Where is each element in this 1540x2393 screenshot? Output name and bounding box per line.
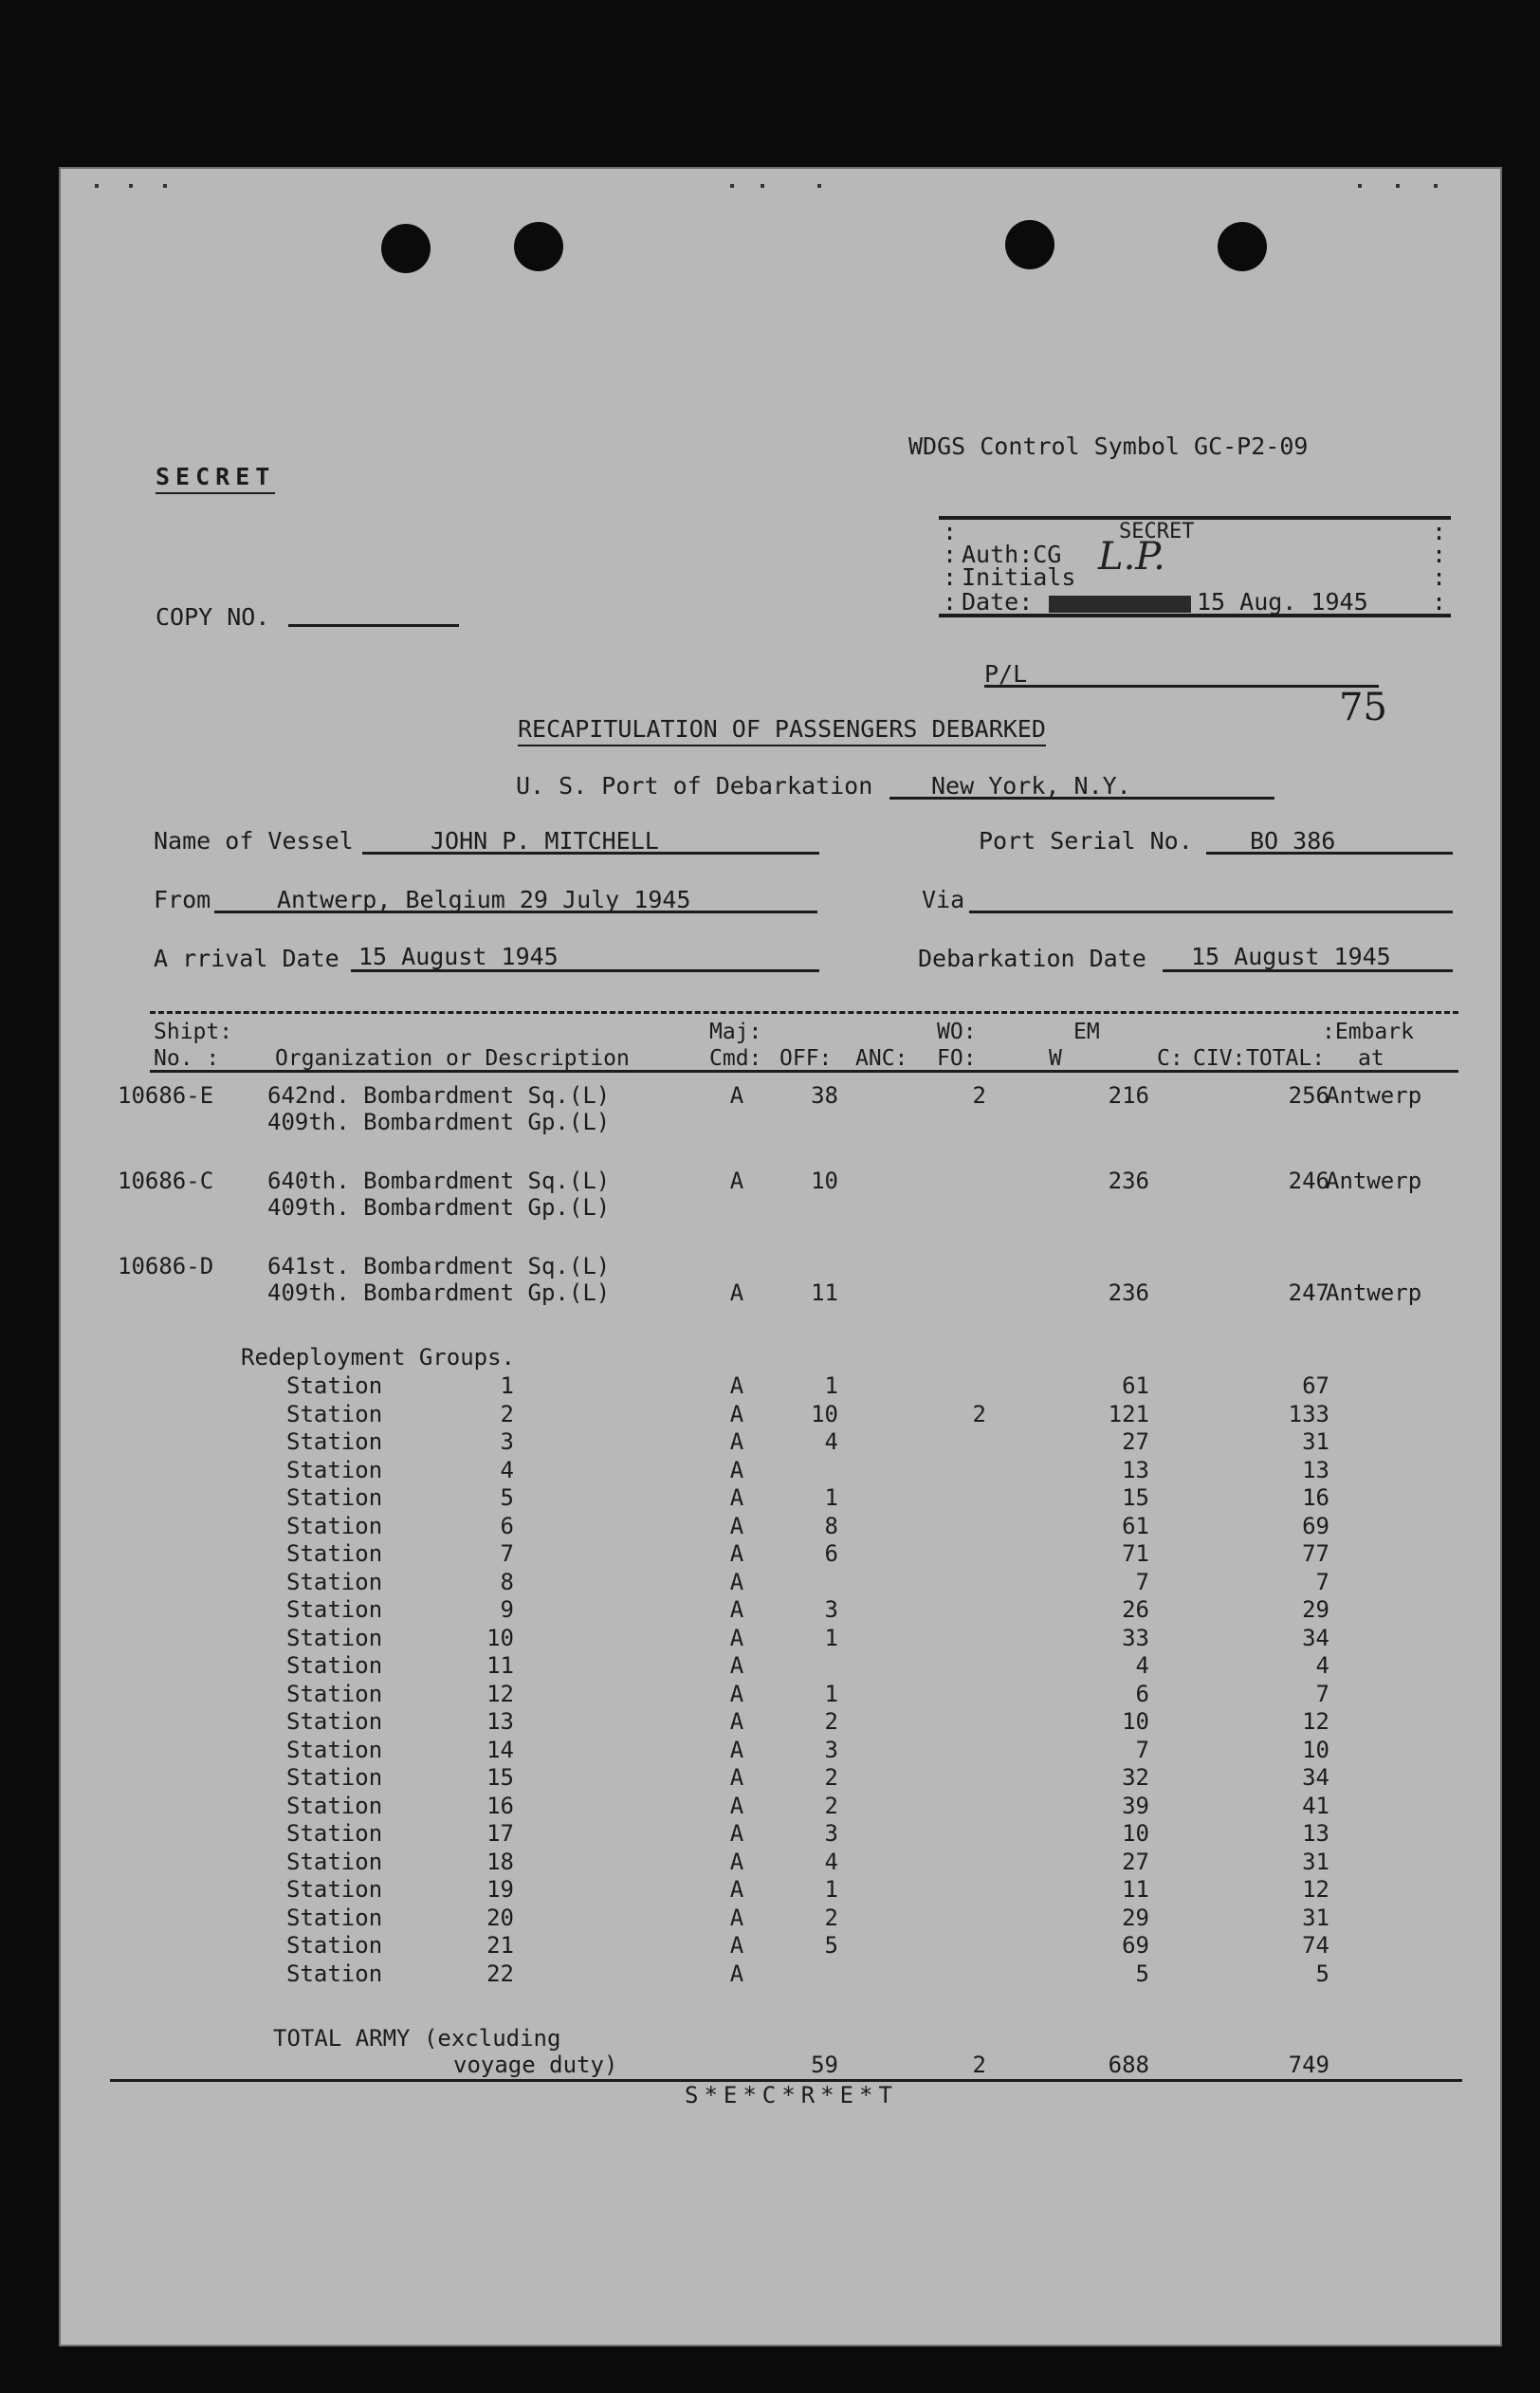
station-total: 133 — [1288, 1400, 1329, 1427]
station-row — [59, 1819, 1481, 1848]
station-row — [59, 1427, 1481, 1456]
station-row — [59, 1568, 1481, 1596]
hdr-off: OFF: — [779, 1046, 833, 1071]
station-em: 61 — [1122, 1372, 1149, 1399]
hdr-maj: Maj: — [709, 1020, 762, 1044]
hdr-cmd: Cmd: — [709, 1046, 762, 1071]
station-number: 16 — [486, 1792, 514, 1819]
pl-number: 75 — [1339, 686, 1387, 729]
station-maj: A — [729, 1400, 744, 1427]
total-off: 59 — [811, 2052, 838, 2078]
station-total: 77 — [1302, 1540, 1329, 1567]
total-total: 749 — [1288, 2052, 1329, 2078]
footer-secret: S*E*C*R*E*T — [685, 2082, 898, 2108]
from-label: From — [154, 886, 211, 913]
station-number: 11 — [486, 1652, 514, 1679]
stamp-date-label: Date: — [962, 588, 1034, 616]
station-off: 8 — [824, 1512, 838, 1539]
station-number: 7 — [500, 1540, 514, 1567]
hdr-anc: ANC: — [855, 1046, 908, 1071]
station-maj: A — [729, 1456, 744, 1483]
station-off: 3 — [824, 1736, 838, 1763]
station-maj: A — [729, 1596, 744, 1623]
punch-hole — [514, 222, 563, 271]
station-off: 3 — [824, 1596, 838, 1623]
debark-value: 15 August 1945 — [1191, 943, 1391, 970]
station-row — [59, 1792, 1481, 1820]
table-row: 409th. Bombardment Gp.(L) — [267, 1109, 611, 1135]
via-label: Via — [922, 886, 965, 913]
arrival-value: 15 August 1945 — [358, 943, 559, 970]
stamp-initials: Initials — [962, 563, 1076, 591]
station-em: 27 — [1122, 1848, 1149, 1875]
station-row — [59, 1848, 1481, 1876]
station-total: 34 — [1302, 1624, 1329, 1651]
station-number: 17 — [486, 1820, 514, 1847]
station-off: 1 — [824, 1624, 838, 1651]
port-label: U. S. Port of Debarkation — [516, 772, 873, 800]
station-total: 10 — [1302, 1736, 1329, 1763]
station-maj: A — [729, 1736, 744, 1763]
station-total: 5 — [1315, 1960, 1329, 1987]
table-row: 10686-C 640th. Bombardment Sq.(L) A 10 236 246 Antwerp — [118, 1168, 1422, 1194]
station-label: Station — [286, 1512, 383, 1539]
station-label: Station — [286, 1820, 383, 1847]
station-off: 2 — [824, 1792, 838, 1819]
station-total: 31 — [1302, 1904, 1329, 1931]
vessel-name-label: Name of Vessel — [154, 827, 354, 855]
from-line — [214, 911, 817, 913]
hdr-fo: FO: — [937, 1046, 977, 1071]
total-label-1: TOTAL ARMY (excluding — [273, 2025, 561, 2052]
station-number: 21 — [486, 1932, 514, 1959]
secret-left: SECRET — [156, 463, 275, 494]
initials-signature: L.P. — [1098, 535, 1165, 579]
station-maj: A — [729, 1484, 744, 1511]
total-row — [59, 2051, 1481, 2079]
table-rule-top — [150, 1011, 1458, 1014]
punch-hole — [1218, 222, 1267, 271]
hdr-org: Organization or Description — [275, 1046, 630, 1071]
station-off: 4 — [824, 1428, 838, 1455]
stamp-title: SECRET — [1119, 520, 1195, 543]
station-total: 7 — [1315, 1680, 1329, 1707]
station-maj: A — [729, 1876, 744, 1903]
station-em: 26 — [1122, 1596, 1149, 1623]
station-row — [59, 1456, 1481, 1484]
station-label: Station — [286, 1372, 383, 1399]
hdr-c: C: — [1157, 1046, 1183, 1071]
station-maj: A — [729, 1764, 744, 1791]
serial-value: BO 386 — [1250, 827, 1336, 855]
station-number: 22 — [486, 1960, 514, 1987]
station-number: 3 — [500, 1428, 514, 1455]
document-page — [59, 167, 1502, 2347]
station-number: 6 — [500, 1512, 514, 1539]
station-label: Station — [286, 1456, 383, 1483]
station-number: 10 — [486, 1624, 514, 1651]
total-em: 688 — [1108, 2052, 1149, 2078]
station-row — [59, 1763, 1481, 1792]
security-stamp: SECRET : : Auth:CG : : Initials : : L.P. Date: : : 15 Aug. 1945 — [939, 516, 1451, 618]
punch-hole — [381, 224, 431, 273]
station-total: 29 — [1302, 1596, 1329, 1623]
hdr-wo: WO: — [937, 1020, 977, 1044]
station-label: Station — [286, 1652, 383, 1679]
station-label: Station — [286, 1596, 383, 1623]
hdr-embark: :Embark — [1322, 1020, 1414, 1044]
table-row: 409th. Bombardment Gp.(L) A 11 236 247 Antwerp — [267, 1279, 1422, 1306]
station-total: 13 — [1302, 1820, 1329, 1847]
station-row — [59, 1624, 1481, 1652]
station-off: 4 — [824, 1848, 838, 1875]
station-label: Station — [286, 1428, 383, 1455]
station-row — [59, 1539, 1481, 1568]
station-off: 1 — [824, 1484, 838, 1511]
station-total: 12 — [1302, 1708, 1329, 1735]
pl-line — [984, 685, 1379, 688]
station-number: 15 — [486, 1764, 514, 1791]
stamp-auth: Auth:CG — [962, 541, 1062, 568]
station-em: 7 — [1135, 1736, 1149, 1763]
total-wo: 2 — [972, 2052, 986, 2078]
station-em: 61 — [1122, 1512, 1149, 1539]
pl-label: P/L — [984, 660, 1028, 688]
station-em: 71 — [1122, 1540, 1149, 1567]
station-off: 1 — [824, 1876, 838, 1903]
station-row — [59, 1651, 1481, 1680]
station-em: 4 — [1135, 1652, 1149, 1679]
control-symbol: WDGS Control Symbol GC-P2-09 — [908, 433, 1309, 460]
station-number: 9 — [500, 1596, 514, 1623]
vessel-name-line — [362, 852, 819, 855]
station-label: Station — [286, 1960, 383, 1987]
document-title: RECAPITULATION OF PASSENGERS DEBARKED — [518, 715, 1046, 746]
station-off: 2 — [824, 1708, 838, 1735]
station-maj: A — [729, 1904, 744, 1931]
punch-hole — [1005, 220, 1054, 269]
serial-line — [1206, 852, 1453, 855]
station-em: 69 — [1122, 1932, 1149, 1959]
vessel-name-value: JOHN P. MITCHELL — [431, 827, 659, 855]
debark-line — [1163, 969, 1453, 972]
station-row — [59, 1483, 1481, 1512]
station-maj: A — [729, 1428, 744, 1455]
station-label: Station — [286, 1568, 383, 1595]
station-total: 67 — [1302, 1372, 1329, 1399]
station-maj: A — [729, 1680, 744, 1707]
station-off: 5 — [824, 1932, 838, 1959]
station-maj: A — [729, 1624, 744, 1651]
perforation-dots — [59, 184, 1502, 190]
table-row: 409th. Bombardment Gp.(L) — [267, 1194, 611, 1221]
station-label: Station — [286, 1400, 383, 1427]
station-em: 6 — [1135, 1680, 1149, 1707]
station-maj: A — [729, 1372, 744, 1399]
station-total: 4 — [1315, 1652, 1329, 1679]
via-line — [969, 911, 1453, 913]
hdr-embark-at: at — [1358, 1046, 1384, 1071]
station-em: 33 — [1122, 1624, 1149, 1651]
station-off: 10 — [811, 1400, 838, 1427]
table-row: 10686-D 641st. Bombardment Sq.(L) — [118, 1253, 611, 1279]
station-em: 13 — [1122, 1456, 1149, 1483]
arrival-line — [351, 969, 819, 972]
station-maj: A — [729, 1568, 744, 1595]
station-label: Station — [286, 1932, 383, 1959]
copy-no-label: COPY NO. — [156, 603, 270, 631]
debark-label: Debarkation Date — [918, 945, 1146, 972]
station-off: 1 — [824, 1680, 838, 1707]
station-total: 74 — [1302, 1932, 1329, 1959]
station-row — [59, 1371, 1481, 1400]
station-wo: 2 — [972, 1400, 986, 1427]
station-row — [59, 1904, 1481, 1932]
station-em: 15 — [1122, 1484, 1149, 1511]
station-em: 7 — [1135, 1568, 1149, 1595]
station-em: 27 — [1122, 1428, 1149, 1455]
station-total: 12 — [1302, 1876, 1329, 1903]
station-row — [59, 1595, 1481, 1624]
table-row: 10686-E 642nd. Bombardment Sq.(L) A 38 2 216 256 Antwerp — [118, 1082, 1422, 1109]
station-label: Station — [286, 1792, 383, 1819]
hdr-em: EM — [1073, 1020, 1100, 1044]
hdr-civ: CIV: — [1193, 1046, 1246, 1071]
station-label: Station — [286, 1876, 383, 1903]
station-total: 7 — [1315, 1568, 1329, 1595]
station-maj: A — [729, 1932, 744, 1959]
station-maj: A — [729, 1792, 744, 1819]
station-maj: A — [729, 1652, 744, 1679]
station-off: 1 — [824, 1372, 838, 1399]
station-number: 18 — [486, 1848, 514, 1875]
station-label: Station — [286, 1848, 383, 1875]
station-em: 11 — [1122, 1876, 1149, 1903]
station-total: 31 — [1302, 1428, 1329, 1455]
station-off: 2 — [824, 1764, 838, 1791]
station-row — [59, 1400, 1481, 1428]
station-em: 32 — [1122, 1764, 1149, 1791]
station-number: 4 — [500, 1456, 514, 1483]
station-off: 2 — [824, 1904, 838, 1931]
port-value: New York, N.Y. — [931, 772, 1131, 800]
station-row — [59, 1512, 1481, 1540]
hdr-total: TOTAL: — [1246, 1046, 1326, 1071]
station-label: Station — [286, 1540, 383, 1567]
station-number: 13 — [486, 1708, 514, 1735]
struck-date — [1049, 596, 1191, 613]
station-row — [59, 1680, 1481, 1708]
station-row — [59, 1707, 1481, 1736]
station-number: 14 — [486, 1736, 514, 1763]
station-label: Station — [286, 1624, 383, 1651]
station-number: 5 — [500, 1484, 514, 1511]
station-number: 20 — [486, 1904, 514, 1931]
station-number: 19 — [486, 1876, 514, 1903]
station-em: 39 — [1122, 1792, 1149, 1819]
station-total: 16 — [1302, 1484, 1329, 1511]
station-total: 34 — [1302, 1764, 1329, 1791]
station-off: 6 — [824, 1540, 838, 1567]
station-number: 2 — [500, 1400, 514, 1427]
table-rule-header — [150, 1070, 1458, 1073]
station-label: Station — [286, 1904, 383, 1931]
station-maj: A — [729, 1820, 744, 1847]
station-maj: A — [729, 1512, 744, 1539]
station-number: 1 — [500, 1372, 514, 1399]
station-number: 12 — [486, 1680, 514, 1707]
station-row — [59, 1960, 1481, 1988]
station-maj: A — [729, 1960, 744, 1987]
station-total: 31 — [1302, 1848, 1329, 1875]
station-label: Station — [286, 1736, 383, 1763]
station-label: Station — [286, 1764, 383, 1791]
station-em: 10 — [1122, 1708, 1149, 1735]
station-total: 69 — [1302, 1512, 1329, 1539]
station-row — [59, 1875, 1481, 1904]
station-em: 121 — [1108, 1400, 1149, 1427]
station-number: 8 — [500, 1568, 514, 1595]
arrival-label: A rrival Date — [154, 945, 339, 972]
copy-no-line — [288, 624, 459, 627]
station-maj: A — [729, 1540, 744, 1567]
port-line — [889, 797, 1274, 800]
from-value: Antwerp, Belgium 29 July 1945 — [277, 886, 691, 913]
station-maj: A — [729, 1848, 744, 1875]
station-label: Station — [286, 1484, 383, 1511]
total-label-2: voyage duty) — [453, 2052, 618, 2078]
hdr-w: W — [1049, 1046, 1062, 1071]
station-maj: A — [729, 1708, 744, 1735]
station-em: 29 — [1122, 1904, 1149, 1931]
station-total: 41 — [1302, 1792, 1329, 1819]
station-label: Station — [286, 1680, 383, 1707]
station-em: 10 — [1122, 1820, 1149, 1847]
serial-label: Port Serial No. — [979, 827, 1193, 855]
station-row — [59, 1736, 1481, 1764]
station-total: 13 — [1302, 1456, 1329, 1483]
station-em: 5 — [1135, 1960, 1149, 1987]
hdr-shipt: Shipt: — [154, 1020, 233, 1044]
station-off: 3 — [824, 1820, 838, 1847]
stamp-date-value: 15 Aug. 1945 — [1197, 588, 1368, 616]
hdr-shipt-no: No. : — [154, 1046, 220, 1071]
station-row — [59, 1931, 1481, 1960]
groups-label: Redeployment Groups. — [241, 1344, 515, 1371]
station-label: Station — [286, 1708, 383, 1735]
